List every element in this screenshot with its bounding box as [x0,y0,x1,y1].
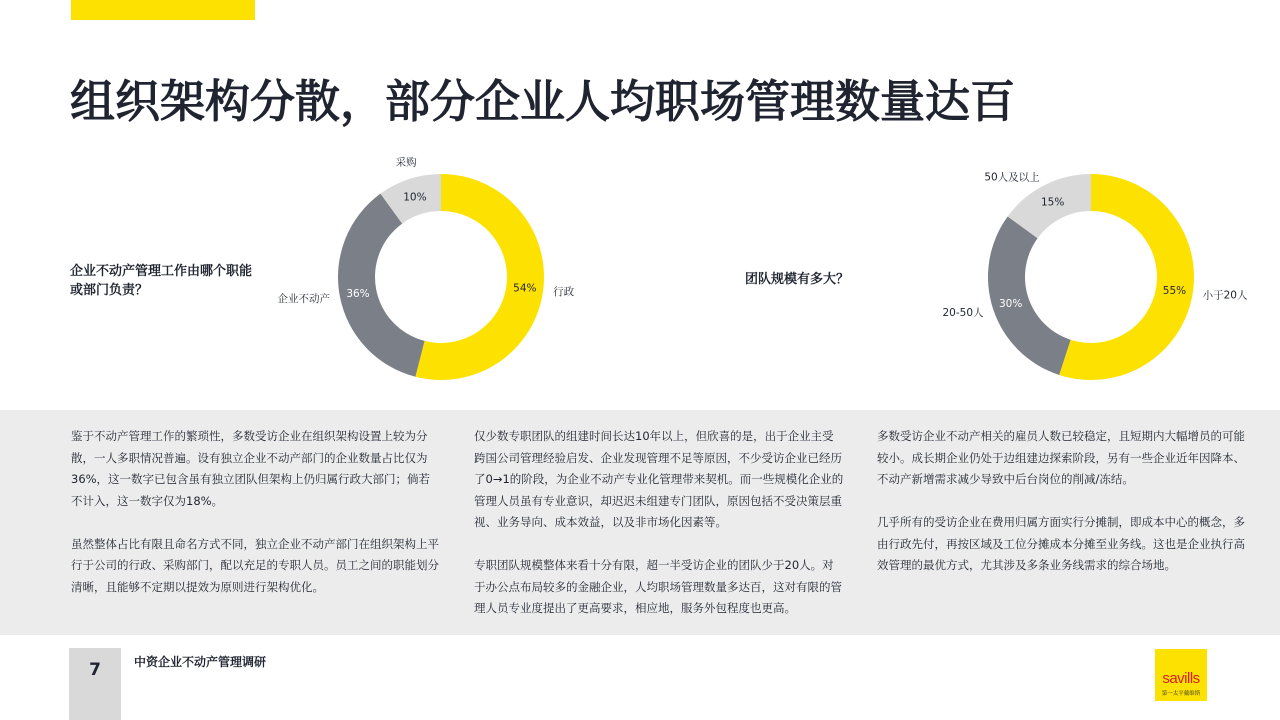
paragraph: 鉴于不动产管理工作的繁琐性，多数受访企业在组织架构设置上较为分散，一人多职情况普遍。设有独立企业不动产部门的企业数量占比仅为36%，这一数字已包含虽有独立团队但架构上仍归属行政大部门；倘若不计入，这一数字仅为18%。 [71,429,431,508]
slice-category-label: 20-50人 [942,306,984,319]
accent-bar [71,0,255,20]
text-column-2 [474,426,844,641]
page-title: 组织架构分散，部分企业人均职场管理数量达百 [70,75,1016,128]
chart1-question: 企业不动产管理工作由哪个职能或部门负责？ [70,264,253,298]
slice-category-label: 50人及以上 [984,171,1040,184]
donut-chart-function [277,156,620,390]
report-title: 中资企业不动产管理调研 [134,655,267,669]
donut-slice [988,216,1071,375]
slice-percent-label: 54% [513,282,537,295]
paragraph: 专职团队规模整体来看十分有限，超一半受访企业的团队少于20人。对于办公点布局较多的金融企业，人均职场管理数量多达百，这对有限的管理人员专业度提出了更高要求，相应地，服务外包程度也更高。 [474,558,842,615]
page-number-box [69,648,121,720]
donut-slice [338,191,427,377]
slice-category-label: 小于20人 [1202,289,1248,302]
paragraph: 几乎所有的受访企业在费用归属方面实行分摊制，即成本中心的概念，多由行政先付，再按区域及工位分摊成本分摊至业务线。这也是企业执行高效管理的最优方式，尤其涉及多条业务线需求的综合场地。 [877,515,1245,572]
slice-percent-label: 10% [403,191,427,204]
paragraph: 虽然整体占比有限且命名方式不同，独立企业不动产部门在组织架构上平行于公司的行政、采购部门，配以充足的专职人员。员工之间的职能划分清晰，且能够不定期以提效为原则进行架构优化。 [71,536,439,594]
page-number: 7 [89,660,101,680]
slice-category-label: 行政 [553,286,575,299]
text-column-3 [877,426,1247,598]
text-column-1 [71,426,441,620]
donut-chart-team-size [930,160,1260,390]
slice-category-label: 企业不动产 [277,293,331,306]
savills-logo [1155,649,1207,701]
paragraph: 仅少数专职团队的组建时间长达10年以上，但欣喜的是，出于企业主受跨国公司管理经验启发、企业发现管理不足等原因，不少受访企业已经历了0→1的阶段，为企业不动产专业化管理带来契机。而一些规模化企业的管理人员虽有专业意识，却迟迟未组建专门团队，原因包括不受决策层重视、业务导向、成本效益，以及非市场化因素等。 [474,429,844,529]
slice-percent-label: 36% [346,287,370,300]
chart2-question: 团队规模有多大？ [745,272,850,287]
slice-percent-label: 15% [1040,196,1065,209]
logo-subtitle: 第一太平戴维斯 [1161,691,1201,697]
slice-percent-label: 55% [1162,285,1187,298]
paragraph: 多数受访企业不动产相关的雇员人数已较稳定，且短期内大幅增员的可能较小。成长期企业仍处于边组建边探索阶段，另有一些企业近年因降本、不动产新增需求减少导致中后台岗位的削减/冻结。 [877,429,1245,486]
logo-wordmark: savills [1162,670,1200,687]
slice-category-label: 采购 [395,156,417,169]
slice-percent-label: 30% [998,298,1023,311]
